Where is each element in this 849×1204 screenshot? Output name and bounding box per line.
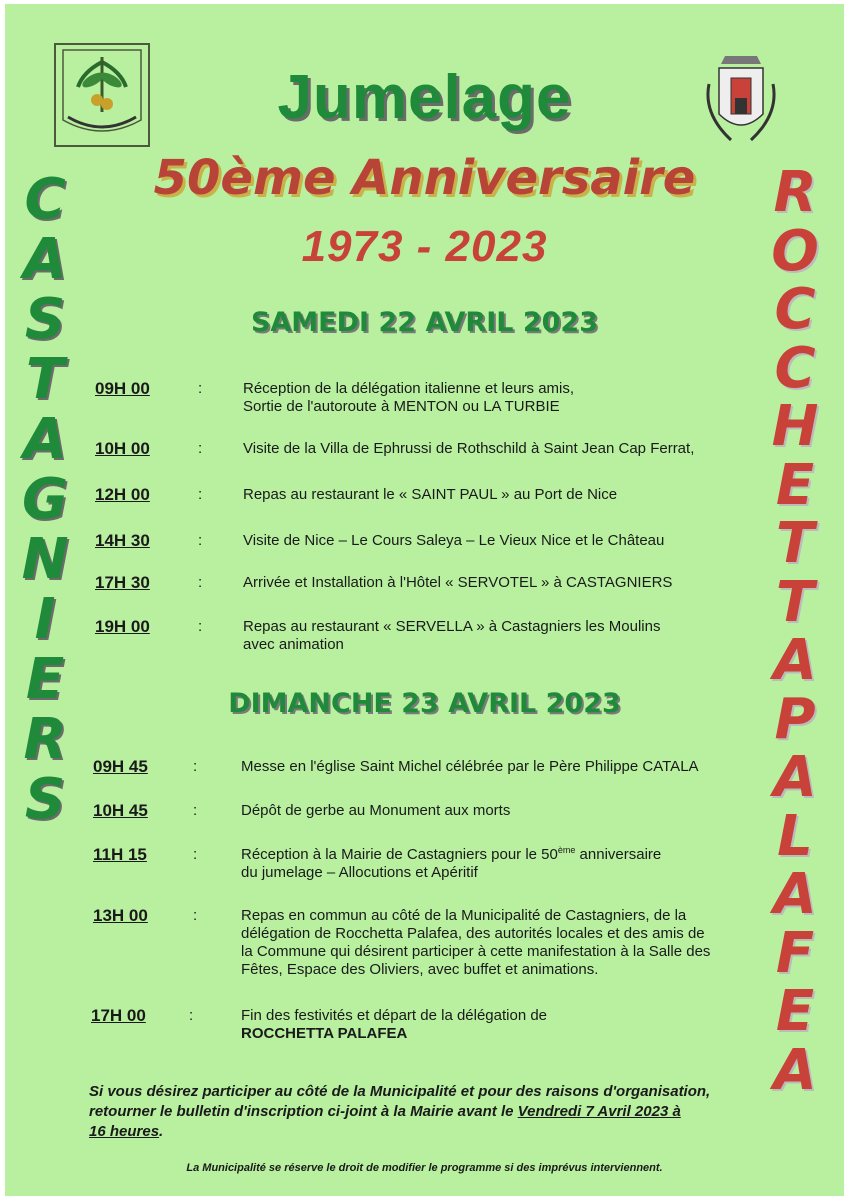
castagniers-vertical-text: [15, 167, 75, 832]
event-time: 11H 15: [93, 845, 147, 864]
event-line: Dépôt de gerbe au Monument aux morts: [241, 802, 511, 819]
event-line: Messe en l'église Saint Michel célébrée par le Père Philippe CATALA: [241, 758, 699, 775]
disclaimer: La Municipalité se réserve le droit de modifier le programme si des imprévus interviennent.: [186, 1162, 663, 1174]
event-line: la Commune qui désirent participer à cette manifestation à la Salle des: [241, 943, 711, 960]
separator: :: [198, 380, 203, 397]
event-time: 12H 00: [95, 485, 150, 504]
rocchetta-vertical-text: [765, 160, 825, 1103]
event-time: 13H 00: [93, 906, 148, 925]
footer-line: Si vous désirez participer au côté de la Municipalité et pour des raisons d'organisation,: [89, 1083, 711, 1100]
event-time: 09H 45: [93, 757, 148, 776]
separator: :: [189, 1007, 194, 1024]
event-description: [243, 440, 773, 458]
letter: E: [25, 647, 65, 712]
footer-text: retourner le bulletin d'inscription ci-joint à la Mairie avant le: [89, 1103, 518, 1120]
separator: :: [198, 618, 203, 635]
event-line: Fin des festivités et départ de la délégation de: [241, 1007, 548, 1024]
separator: :: [198, 440, 203, 457]
separator: :: [193, 802, 198, 819]
registration-note: [89, 1082, 779, 1142]
event-time: 17H 30: [95, 573, 150, 592]
separator: :: [198, 532, 203, 549]
event-line: Visite de la Villa de Ephrussi de Rothschild à Saint Jean Cap Ferrat,: [243, 440, 695, 457]
letter: N: [21, 527, 69, 592]
event-line: Repas au restaurant le « SAINT PAUL » au Port de Nice: [243, 486, 618, 503]
letter: E: [775, 452, 815, 518]
letter: R: [23, 707, 67, 772]
letter: A: [773, 628, 817, 693]
event-line: Fêtes, Espace des Oliviers, avec buffet et animations.: [241, 961, 599, 978]
event-description: [243, 486, 773, 504]
deadline: 16 heures: [89, 1123, 160, 1140]
letter: A: [23, 227, 67, 292]
letter: L: [777, 803, 813, 869]
anniversary-title: 50ème Anniversaire: [153, 150, 696, 206]
event-description: [243, 574, 773, 592]
event-description: [241, 758, 771, 776]
letter: P: [774, 686, 816, 752]
footer-text: .: [159, 1123, 164, 1140]
letter: A: [773, 745, 817, 810]
separator: :: [198, 574, 203, 591]
event-line: Repas en commun au côté de la Municipalité de Castagniers, de la: [241, 907, 687, 924]
event-description: [241, 1007, 771, 1043]
event-line: avec animation: [243, 636, 344, 653]
letter: A: [773, 862, 817, 927]
letter: R: [773, 160, 817, 225]
event-description: [241, 846, 771, 882]
event-line: Repas au restaurant « SERVELLA » à Castagniers les Moulins: [243, 618, 661, 635]
letter: T: [775, 569, 815, 635]
event-description: [243, 532, 773, 550]
event-line: Réception de la délégation italienne et leurs amis,: [243, 380, 575, 397]
letter: C: [24, 167, 66, 232]
event-time: 19H 00: [95, 617, 150, 636]
event-description: [243, 380, 773, 416]
event-description: [243, 618, 773, 654]
letter: C: [774, 335, 816, 401]
event-text: anniversaire: [575, 846, 662, 863]
separator: :: [193, 846, 198, 863]
footer-line: [89, 1102, 779, 1122]
day2-heading: DIMANCHE 23 AVRIL 2023: [228, 688, 621, 719]
event-line: Sortie de l'autoroute à MENTON ou LA TURBIE: [243, 398, 560, 415]
event-line: ROCCHETTA PALAFEA: [241, 1025, 408, 1042]
event-time: 10H 00: [95, 439, 150, 458]
event-text: Réception à la Mairie de Castagniers pour le 50: [241, 846, 558, 863]
event-time: 14H 30: [95, 531, 150, 550]
event-time: 17H 00: [91, 1006, 146, 1025]
letter: T: [25, 347, 65, 412]
letter: F: [775, 920, 815, 986]
deadline: Vendredi 7 Avril 2023 à: [517, 1103, 681, 1120]
event-time: 10H 45: [93, 801, 148, 820]
event-line: Visite de Nice – Le Cours Saleya – Le Vieux Nice et le Château: [243, 532, 665, 549]
event-line: [241, 846, 771, 864]
letter: C: [774, 277, 816, 342]
event-line: délégation de Rocchetta Palafea, des autorités locales et des amis de: [241, 925, 705, 942]
event-line: Arrivée et Installation à l'Hôtel « SERVOTEL » à CASTAGNIERS: [243, 574, 673, 591]
event-description: [241, 907, 771, 979]
years-range: 1973 - 2023: [301, 222, 548, 271]
letter: A: [773, 1037, 817, 1103]
event-line: du jumelage – Allocutions et Apéritif: [241, 864, 478, 881]
day1-heading: SAMEDI 22 AVRIL 2023: [250, 307, 599, 338]
separator: :: [193, 758, 198, 775]
letter: A: [23, 407, 67, 472]
letter: H: [771, 394, 819, 459]
letter: E: [775, 979, 815, 1044]
letter: S: [24, 767, 66, 832]
letter: S: [24, 287, 66, 352]
event-time: 09H 00: [95, 379, 150, 398]
event-description: [241, 802, 771, 820]
footer-line: [89, 1122, 779, 1142]
letter: G: [22, 467, 68, 532]
letter: O: [771, 218, 819, 284]
superscript: ème: [557, 845, 576, 855]
page-title: Jumelage: [277, 63, 572, 132]
flyer-page: [5, 4, 844, 1196]
letter: T: [775, 511, 815, 576]
separator: :: [193, 907, 198, 924]
letter: I: [34, 587, 56, 652]
separator: :: [198, 486, 203, 503]
